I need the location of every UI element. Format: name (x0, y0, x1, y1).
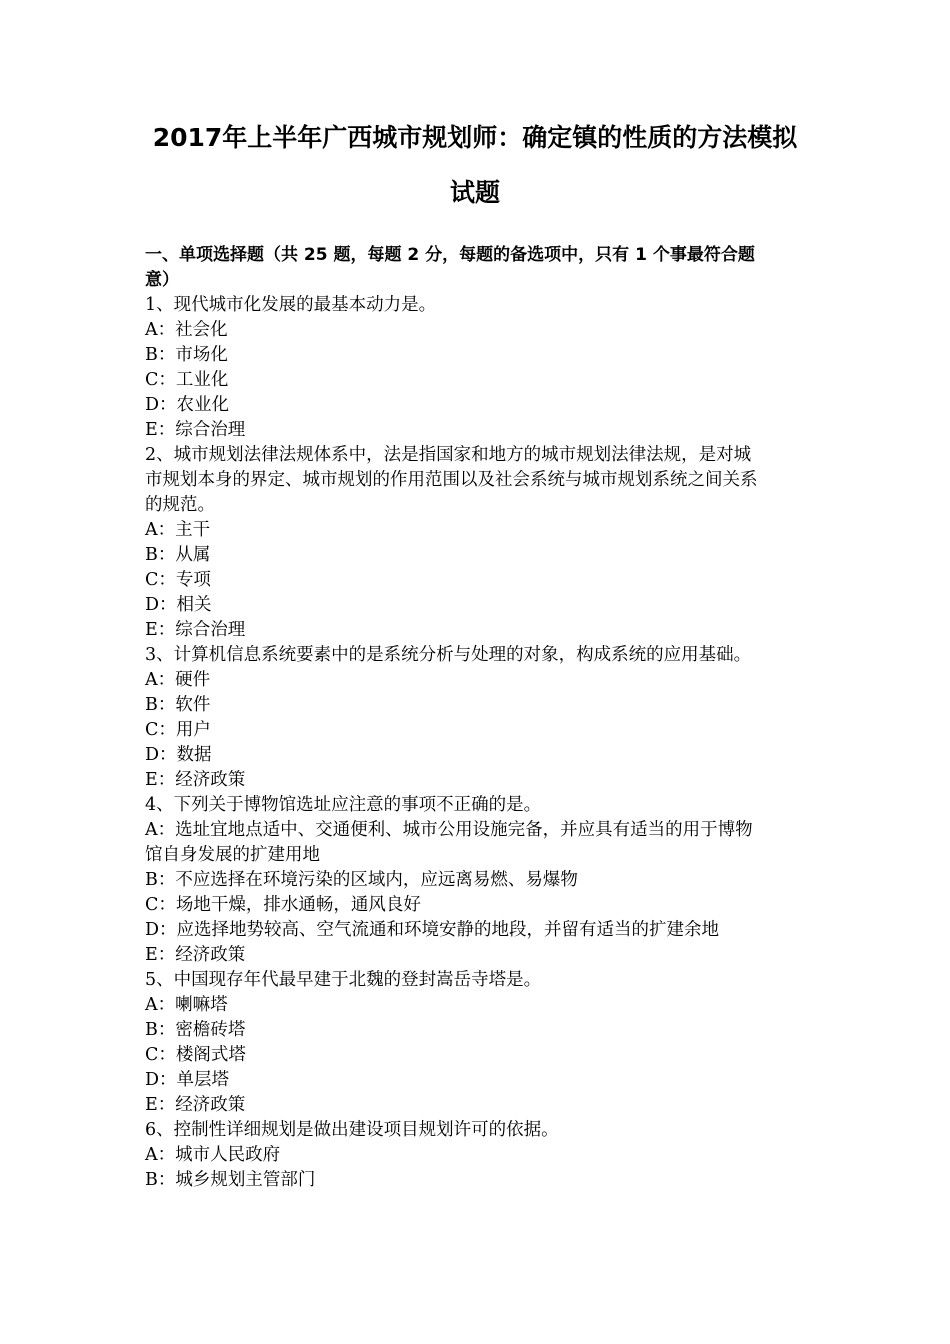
title-line-2: 试题 (449, 178, 500, 207)
option-c: C：楼阁式塔 (145, 1045, 246, 1065)
option-e: E：综合治理 (145, 420, 246, 440)
option-b: B：从属 (145, 545, 211, 565)
question-stem: 3、计算机信息系统要素中的是系统分析与处理的对象，构成系统的应用基础。 (145, 645, 752, 665)
title-line-1: 2017年上半年广西城市规划师：确定镇的性质的方法模拟 (152, 123, 798, 152)
option-e: E：综合治理 (145, 620, 246, 640)
option-e: E：经济政策 (145, 945, 246, 965)
option-b: B：软件 (145, 695, 211, 715)
question-6 (145, 1118, 810, 1193)
question-stem-cont: 的规范。 (145, 495, 215, 515)
section-heading-line-1: 一、单项选择题（共 25 题，每题 2 分，每题的备选项中，只有 1 个事最符合题 (145, 245, 755, 265)
option-d: D：相关 (145, 595, 212, 615)
option-a: A：硬件 (145, 670, 211, 690)
question-3 (145, 643, 810, 793)
option-a: A：主干 (145, 520, 211, 540)
option-b: B：市场化 (145, 345, 228, 365)
question-stem: 1、现代城市化发展的最基本动力是。 (145, 295, 437, 315)
option-a: A：城市人民政府 (145, 1145, 281, 1165)
option-b: B：密檐砖塔 (145, 1020, 246, 1040)
option-d: D：单层塔 (145, 1070, 230, 1090)
option-d: D：农业化 (145, 395, 230, 415)
question-stem: 2、城市规划法律法规体系中，法是指国家和地方的城市规划法律法规，是对城 (145, 445, 752, 465)
option-b: B：不应选择在环境污染的区域内，应远离易燃、易爆物 (145, 870, 578, 890)
question-stem: 4、下列关于博物馆选址应注意的事项不正确的是。 (145, 795, 542, 815)
option-d: D：应选择地势较高、空气流通和环境安静的地段，并留有适当的扩建余地 (145, 920, 720, 940)
option-c: C：场地干燥，排水通畅，通风良好 (145, 895, 421, 915)
page-title (120, 113, 830, 218)
option-c: C：用户 (145, 720, 211, 740)
question-stem: 6、控制性详细规划是做出建设项目规划许可的依据。 (145, 1120, 559, 1140)
question-stem-cont: 市规划本身的界定、城市规划的作用范围以及社会系统与城市规划系统之间关系 (145, 470, 758, 490)
section-heading (145, 243, 810, 293)
option-a: A：喇嘛塔 (145, 995, 228, 1015)
document-body (145, 243, 810, 1193)
question-5 (145, 968, 810, 1118)
option-b: B：城乡规划主管部门 (145, 1170, 316, 1190)
option-d: D：数据 (145, 745, 212, 765)
option-a-cont: 馆自身发展的扩建用地 (145, 845, 320, 865)
option-c: C：专项 (145, 570, 211, 590)
option-c: C：工业化 (145, 370, 229, 390)
section-heading-line-2: 意） (145, 270, 179, 290)
question-1 (145, 293, 810, 443)
option-e: E：经济政策 (145, 1095, 246, 1115)
question-2 (145, 443, 810, 643)
option-a: A：社会化 (145, 320, 228, 340)
question-stem: 5、中国现存年代最早建于北魏的登封嵩岳寺塔是。 (145, 970, 542, 990)
option-a: A：选址宜地点适中、交通便利、城市公用设施完备，并应具有适当的用于博物 (145, 820, 753, 840)
option-e: E：经济政策 (145, 770, 246, 790)
question-4 (145, 793, 810, 968)
